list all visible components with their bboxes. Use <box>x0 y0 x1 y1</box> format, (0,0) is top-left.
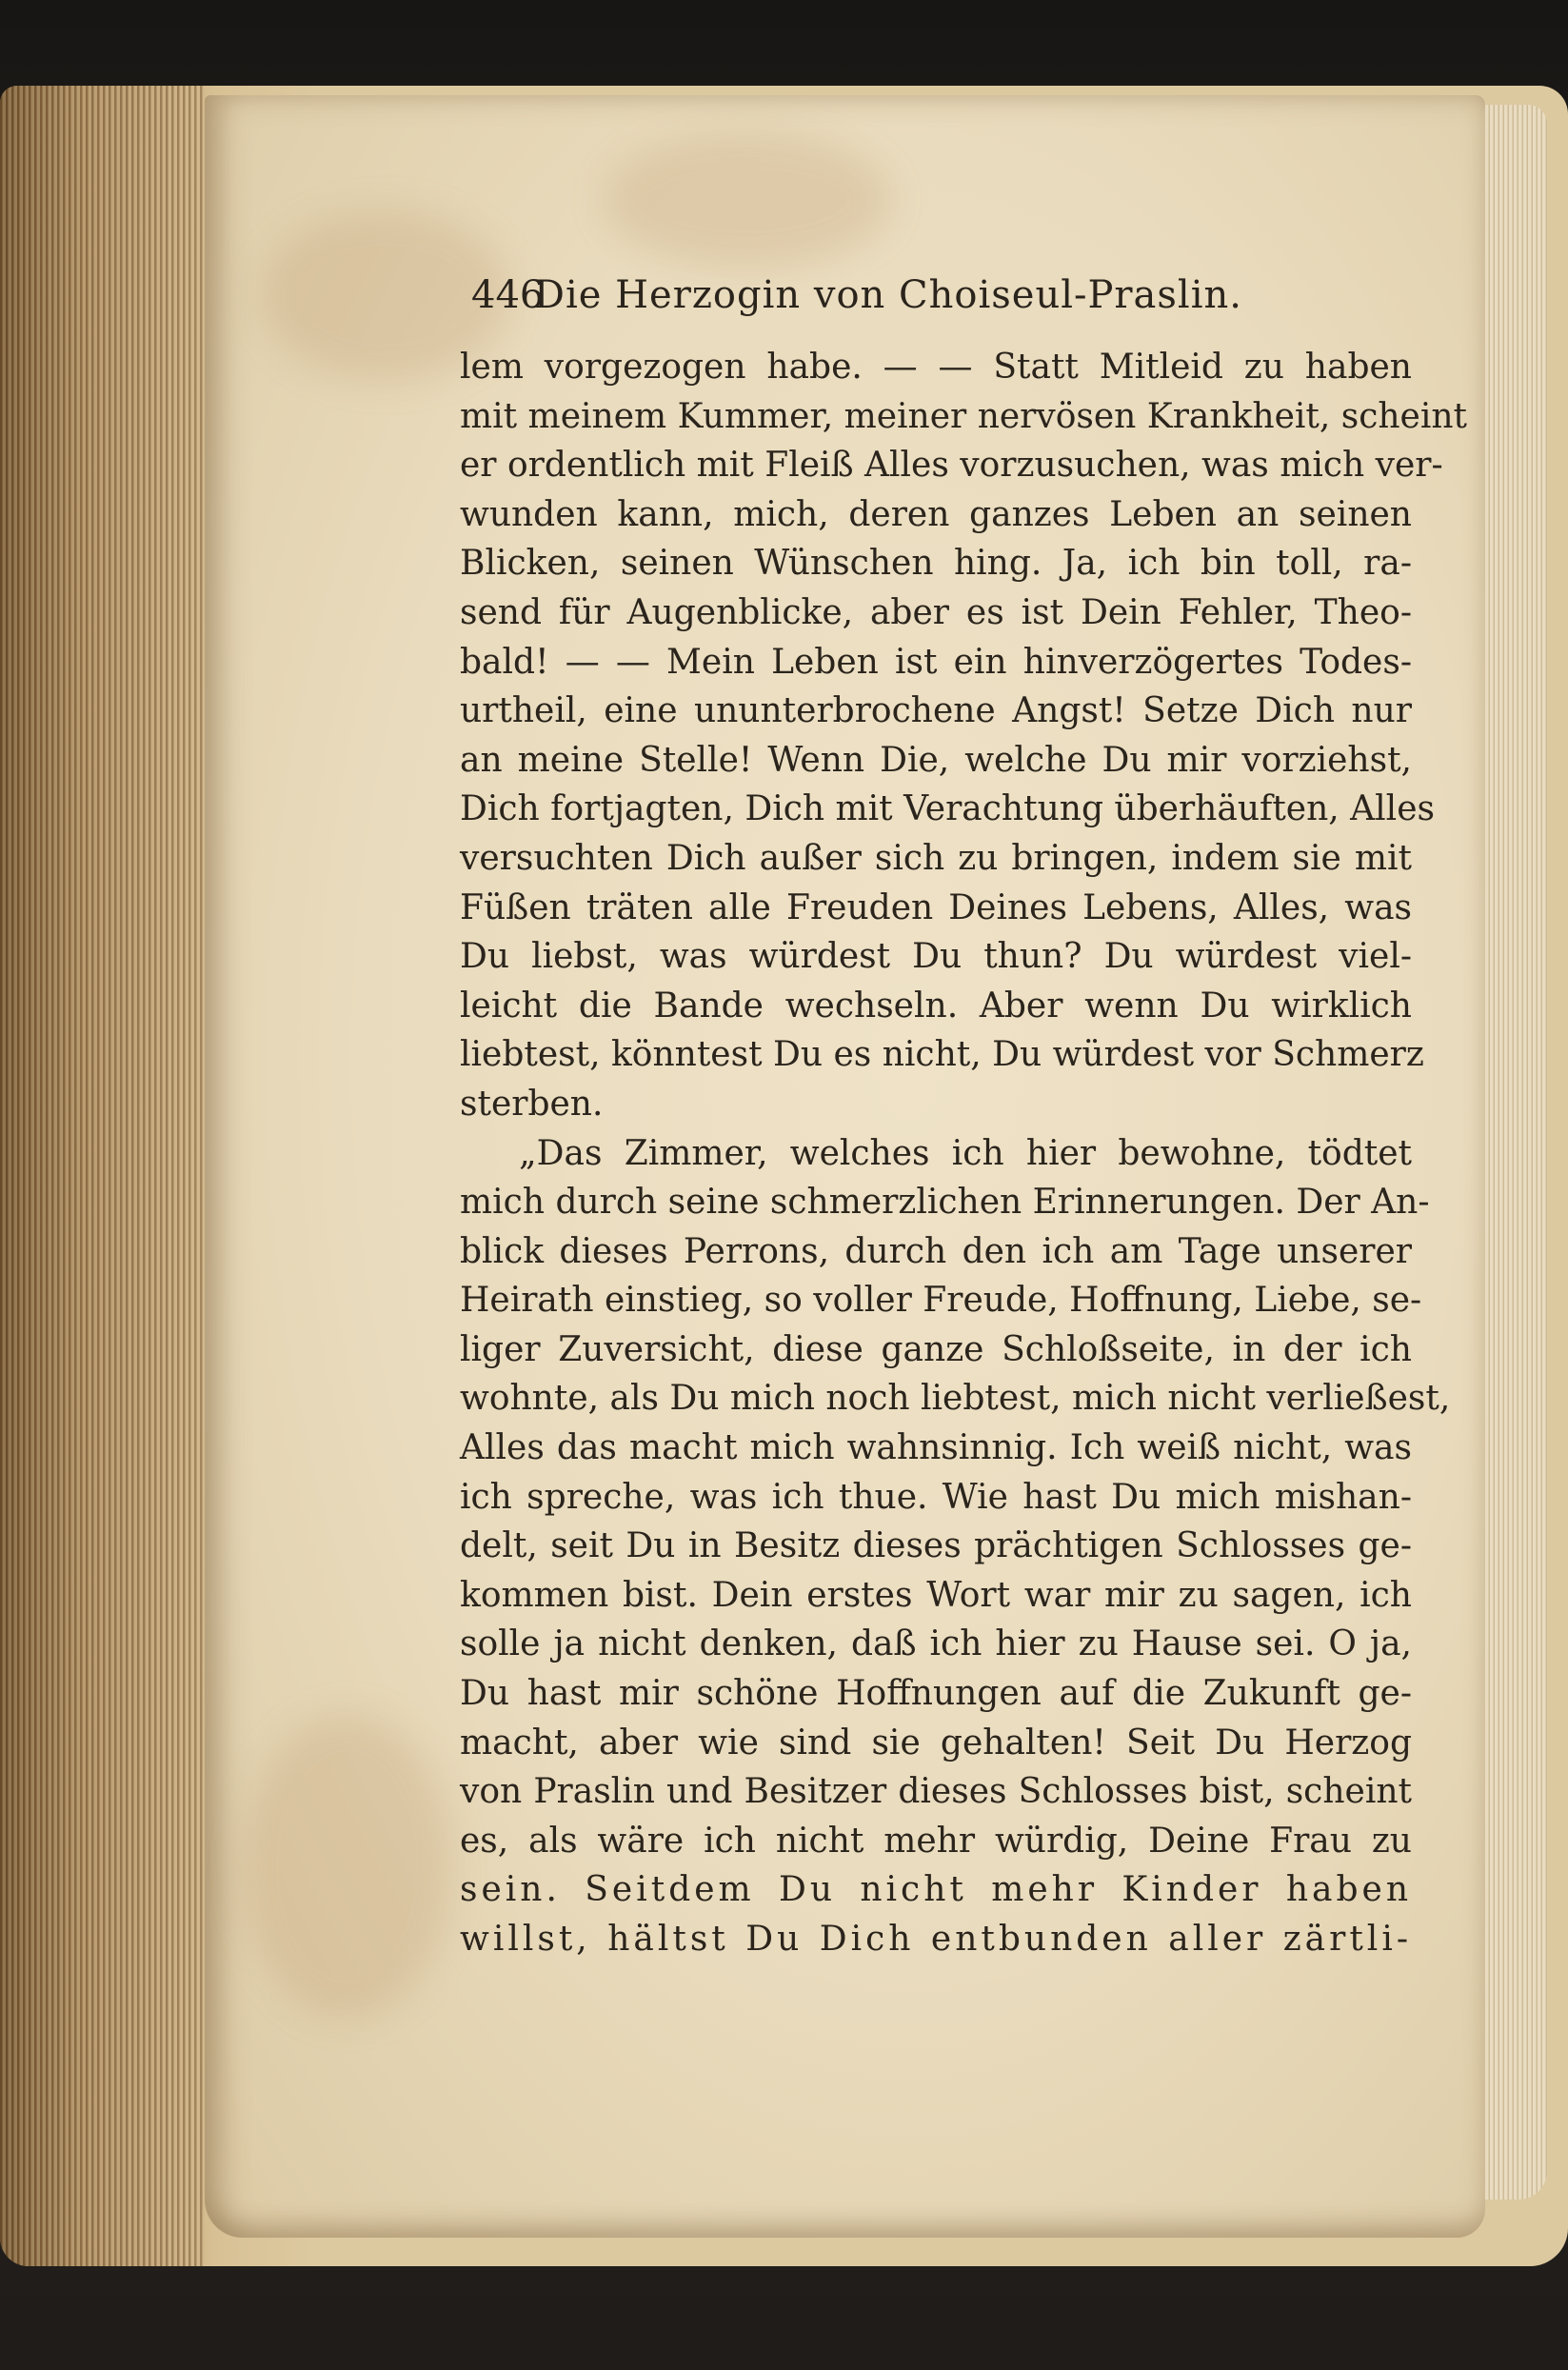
text-line: leicht die Bande wechseln. Aber wenn Du wirklich <box>460 986 1412 1026</box>
text-line: „Das Zimmer, welches ich hier bewohne, tödtet <box>519 1133 1412 1173</box>
text-line: liebtest, könntest Du es nicht, Du würdest vor Schmerz <box>460 1035 1424 1075</box>
text-line: send für Augenblicke, aber es ist Dein Fehler, Theo- <box>460 592 1412 632</box>
text-line: mich durch seine schmerzlichen Erinnerungen. Der An- <box>460 1183 1430 1223</box>
text-line: macht, aber wie sind sie gehalten! Seit Du Herzog <box>460 1723 1412 1763</box>
text-line: liger Zuversicht, diese ganze Schloßseite, in der ich <box>460 1329 1412 1369</box>
body-text <box>460 343 1468 1964</box>
text-line: Du hast mir schöne Hoffnungen auf die Zukunft ge- <box>460 1674 1412 1714</box>
running-head: Die Herzogin von Choiseul-Praslin. <box>533 273 1242 317</box>
text-line: mit meinem Kummer, meiner nervösen Krankheit, scheint <box>460 396 1468 436</box>
text-line: kommen bist. Dein erstes Wort war mir zu sagen, ich <box>460 1575 1412 1615</box>
text-line: Dich fortjagten, Dich mit Verachtung überhäuften, Alles <box>460 789 1435 829</box>
text-line: delt, seit Du in Besitz dieses prächtigen Schlosses ge- <box>460 1526 1412 1566</box>
text-line: Blicken, seinen Wünschen hing. Ja, ich bin toll, ra- <box>460 544 1412 584</box>
page-number: 446 <box>471 273 545 317</box>
text-line: wohnte, als Du mich noch liebtest, mich nicht verließest, <box>460 1379 1451 1419</box>
text-line: versuchten Dich außer sich zu bringen, indem sie mit <box>460 838 1412 878</box>
text-line: urtheil, eine ununterbrochene Angst! Setze Dich nur <box>460 691 1412 731</box>
text-line: Füßen träten alle Freuden Deines Lebens, Alles, was <box>460 887 1412 927</box>
text-line: Alles das macht mich wahnsinnig. Ich weiß nicht, was <box>460 1428 1412 1468</box>
text-line: solle ja nicht denken, daß ich hier zu Hause sei. O ja, <box>460 1624 1412 1664</box>
text-line: Heirath einstieg, so voller Freude, Hoffnung, Liebe, se- <box>460 1281 1422 1321</box>
text-line: lem vorgezogen habe. — — Statt Mitleid zu haben <box>460 348 1412 387</box>
text-line: sein. Seitdem Du nicht mehr Kinder haben <box>460 1870 1412 1910</box>
text-line: an meine Stelle! Wenn Die, welche Du mir vorziehst, <box>460 740 1412 780</box>
paper-stain <box>605 133 890 267</box>
paper-stain <box>243 1714 452 2019</box>
text-line: Du liebst, was würdest Du thun? Du würdest viel- <box>460 937 1412 977</box>
text-line: er ordentlich mit Fleiß Alles vorzusuchen, was mich ver- <box>460 446 1443 486</box>
text-line: blick dieses Perrons, durch den ich am Tage unserer <box>460 1231 1412 1271</box>
text-line: ich spreche, was ich thue. Wie hast Du mich mishan- <box>460 1477 1412 1517</box>
text-line: bald! — — Mein Leben ist ein hinverzögertes Todes- <box>460 642 1412 682</box>
text-line: es, als wäre ich nicht mehr würdig, Deine Frau zu <box>460 1821 1412 1861</box>
text-line: sterben. <box>460 1084 604 1124</box>
text-line: willst, hältst Du Dich entbunden aller zärtli- <box>460 1920 1412 1959</box>
page-header <box>471 267 1242 324</box>
text-line: wunden kann, mich, deren ganzes Leben an seinen <box>460 494 1412 534</box>
book-left-page-edges <box>0 86 205 2266</box>
text-line: von Praslin und Besitzer dieses Schlosses bist, scheint <box>460 1772 1412 1812</box>
